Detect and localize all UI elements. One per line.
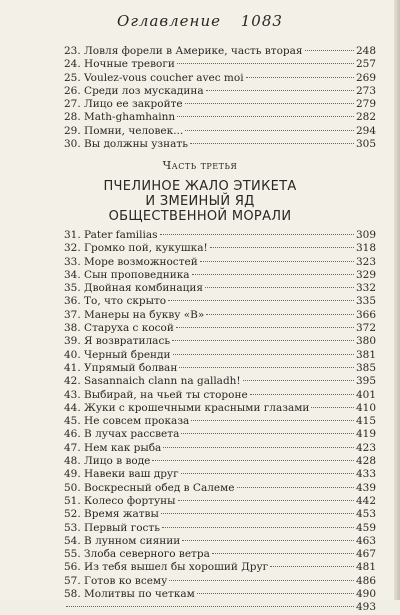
toc-leader-dots xyxy=(206,90,354,91)
toc-entry-title: 52. Время жатвы xyxy=(64,508,159,521)
toc-entry xyxy=(64,428,376,441)
header-title: Оглавление xyxy=(117,12,221,30)
toc-entry xyxy=(64,522,376,535)
toc-entry-page: 380 xyxy=(355,335,376,348)
toc-entry xyxy=(64,468,376,481)
toc-entry xyxy=(64,256,376,269)
toc-entry xyxy=(64,575,376,588)
toc-entry-title: 39. Я возвратилась xyxy=(64,335,171,348)
toc-entry-title: 25. Voulez-vous coucher avec moi xyxy=(64,71,244,84)
toc-entry-page: 490 xyxy=(355,588,376,601)
toc-entry-title: 24. Ночные тревоги xyxy=(64,58,175,71)
toc-entry-page: 248 xyxy=(355,45,376,57)
toc-leader-dots xyxy=(311,407,354,408)
toc-entry xyxy=(64,415,376,428)
part-label: Часть третья xyxy=(162,159,238,172)
toc-entry-title: 29. Помни, человек... xyxy=(64,124,184,137)
toc-entry-page: 309 xyxy=(355,229,376,241)
toc-leader-dots xyxy=(212,553,354,554)
toc-entry xyxy=(64,535,376,548)
toc-entry-page: 459 xyxy=(355,521,376,534)
toc-entry xyxy=(64,322,376,335)
toc-entry xyxy=(64,72,376,85)
toc-entry-title: 35. Двойная комбинация xyxy=(64,282,204,295)
toc-entry-title: 53. Первый гость xyxy=(64,521,160,534)
toc-entry xyxy=(64,375,376,388)
part-title-line-1: ПЧЕЛИНОЕ ЖАЛО ЭТИКЕТА xyxy=(103,179,297,194)
toc-entry-page: 410 xyxy=(355,401,376,414)
toc-entry-title: 26. Среди лоз мускадина xyxy=(64,84,204,97)
toc-leader-dots xyxy=(250,394,354,395)
toc-leader-dots xyxy=(152,460,354,461)
toc-entry xyxy=(64,548,376,561)
page-spine-shadow xyxy=(394,0,400,600)
toc-leader-dots xyxy=(162,527,354,528)
toc-leader-dots xyxy=(176,327,354,328)
toc-list-part3 xyxy=(64,229,376,615)
toc-leader-dots xyxy=(270,566,354,567)
toc-entry-page: 273 xyxy=(355,84,376,97)
toc-entry-page: 279 xyxy=(355,98,376,111)
part-title xyxy=(0,179,400,224)
toc-entry-title: 50. Воскресный обед в Салеме xyxy=(64,481,235,494)
toc-entry xyxy=(64,349,376,362)
toc-entry xyxy=(64,282,376,295)
toc-entry-title: 44. Жуки с крошечными красными глазами xyxy=(64,401,310,414)
toc-leader-dots xyxy=(163,447,354,448)
toc-entry xyxy=(64,335,376,348)
toc-entry-title: 54. В лунном сиянии xyxy=(64,534,181,547)
toc-leader-dots xyxy=(185,103,354,104)
part-title-line-2: И ЗМЕИНЫЙ ЯД xyxy=(145,194,255,209)
toc-entry-title: 56. Из тебя вышел бы хороший Друг xyxy=(64,561,269,574)
toc-leader-dots xyxy=(205,287,354,288)
toc-entry-title: 30. Вы должны узнать xyxy=(64,138,188,151)
toc-entry-page: 467 xyxy=(355,548,376,561)
toc-leader-dots xyxy=(210,247,354,248)
toc-leader-dots xyxy=(197,593,354,594)
toc-entry xyxy=(64,269,376,282)
toc-leader-dots xyxy=(181,433,354,434)
toc-entry-page: 366 xyxy=(355,308,376,321)
toc-entry-page: 385 xyxy=(355,361,376,374)
toc-leader-dots xyxy=(179,367,354,368)
toc-entry xyxy=(64,455,376,468)
toc-entry-page: 453 xyxy=(355,508,376,521)
toc-entry-title: 47. Нем как рыба xyxy=(64,441,162,454)
toc-entry-page: 463 xyxy=(355,534,376,547)
toc-entry-title: 37. Манеры на букву «В» xyxy=(64,308,205,321)
toc-leader-dots xyxy=(191,420,354,421)
toc-entry xyxy=(64,138,376,151)
toc-entry-page: 401 xyxy=(355,388,376,401)
part-title-line-3: ОБЩЕСТВЕННОЙ МОРАЛИ xyxy=(108,209,292,224)
toc-leader-dots xyxy=(305,50,354,51)
toc-leader-dots xyxy=(181,473,354,474)
toc-entry-title: 40. Черный бренди xyxy=(64,348,171,361)
toc-entry xyxy=(64,508,376,521)
toc-entry-title: 51. Колесо фортуны xyxy=(64,494,176,507)
toc-leader-dots xyxy=(168,300,354,301)
toc-entry-title: 43. Выбирай, на чьей ты стороне xyxy=(64,388,248,401)
toc-entry-title: 57. Готов ко всему xyxy=(64,574,168,587)
toc-entry xyxy=(64,125,376,138)
toc-entry xyxy=(64,588,376,601)
toc-entry xyxy=(64,98,376,111)
toc-leader-dots xyxy=(206,314,354,315)
toc-entry-page: 372 xyxy=(355,322,376,335)
toc-leader-dots xyxy=(173,354,354,355)
toc-entry xyxy=(64,495,376,508)
toc-entry xyxy=(64,111,376,124)
toc-list-part2 xyxy=(64,45,376,151)
toc-entry-page: 332 xyxy=(355,282,376,295)
toc-entry-title: 49. Навеки ваш друг xyxy=(64,468,179,481)
toc-leader-dots xyxy=(190,143,354,144)
toc-entry-page: 481 xyxy=(355,561,376,574)
toc-entry xyxy=(64,309,376,322)
toc-entry-page: 428 xyxy=(355,455,376,468)
toc-entry-page: 493 xyxy=(355,601,376,614)
toc-entry-title: 34. Сын проповедника xyxy=(64,268,190,281)
toc-entry-page: 415 xyxy=(355,415,376,428)
toc-entry xyxy=(64,442,376,455)
toc-entry-page: 419 xyxy=(355,428,376,441)
toc-entry-page: 269 xyxy=(355,71,376,84)
toc-leader-dots xyxy=(246,77,354,78)
running-header xyxy=(0,12,400,30)
toc-entry-title: 45. Не совсем проказа xyxy=(64,415,190,428)
toc-leader-dots xyxy=(169,580,354,581)
toc-entry-page: 329 xyxy=(355,268,376,281)
toc-entry-title: 42. Sasannaich clann na galladh! xyxy=(64,375,241,388)
toc-leader-dots xyxy=(182,540,354,541)
toc-leader-dots xyxy=(177,116,354,117)
toc-entry xyxy=(64,601,376,614)
toc-leader-dots xyxy=(172,340,354,341)
toc-entry-page: 395 xyxy=(355,375,376,388)
toc-entry xyxy=(64,402,376,415)
toc-entry-title: 32. Громко пой, кукушка! xyxy=(64,242,208,255)
toc-entry-title: 23. Ловля форели в Америке, часть вторая xyxy=(64,45,303,57)
toc-entry xyxy=(64,58,376,71)
toc-entry-title: 41. Упрямый болван xyxy=(64,361,178,374)
toc-entry-page: 423 xyxy=(355,441,376,454)
toc-entry xyxy=(64,45,376,58)
toc-entry xyxy=(64,229,376,242)
toc-leader-dots xyxy=(178,500,354,501)
toc-leader-dots xyxy=(237,487,354,488)
toc-entry-page: 257 xyxy=(355,58,376,71)
toc-leader-dots xyxy=(161,513,354,514)
toc-leader-dots xyxy=(66,606,354,607)
toc-entry-page: 439 xyxy=(355,481,376,494)
toc-entry-page: 381 xyxy=(355,348,376,361)
toc-entry-title: 27. Лицо ее закройте xyxy=(64,98,183,111)
toc-entry-title: 33. Море возможностей xyxy=(64,255,198,268)
toc-entry-page: 294 xyxy=(355,124,376,137)
toc-entry-page: 486 xyxy=(355,574,376,587)
toc-entry-page: 323 xyxy=(355,255,376,268)
toc-leader-dots xyxy=(185,130,354,131)
toc-entry xyxy=(64,362,376,375)
toc-entry-page: 318 xyxy=(355,242,376,255)
toc-entry-title: 28. Math-ghamhainn xyxy=(64,111,176,124)
toc-leader-dots xyxy=(192,274,354,275)
toc-leader-dots xyxy=(177,63,354,64)
toc-leader-dots xyxy=(160,234,354,235)
toc-entry-title: 31. Pater familias xyxy=(64,229,158,241)
toc-entry xyxy=(64,242,376,255)
toc-entry-title: 46. В лучах рассвета xyxy=(64,428,180,441)
header-page-number: 1083 xyxy=(240,12,283,30)
toc-entry-title: 36. То, что скрыто xyxy=(64,295,167,308)
toc-entry-title: 48. Лицо в воде xyxy=(64,455,151,468)
toc-entry-page: 433 xyxy=(355,468,376,481)
toc-entry xyxy=(64,295,376,308)
toc-entry xyxy=(64,85,376,98)
toc-entry-page: 442 xyxy=(355,494,376,507)
toc-leader-dots xyxy=(243,380,354,381)
toc-entry-title: 55. Злоба северного ветра xyxy=(64,548,210,561)
toc-entry-title: 58. Молитвы по четкам xyxy=(64,588,195,601)
toc-entry-page: 335 xyxy=(355,295,376,308)
toc-leader-dots xyxy=(200,261,354,262)
toc-entry xyxy=(64,389,376,402)
toc-entry-page: 305 xyxy=(355,138,376,151)
toc-entry-title: 38. Старуха с косой xyxy=(64,322,174,335)
toc-entry-page: 282 xyxy=(355,111,376,124)
toc-entry xyxy=(64,561,376,574)
toc-entry xyxy=(64,482,376,495)
